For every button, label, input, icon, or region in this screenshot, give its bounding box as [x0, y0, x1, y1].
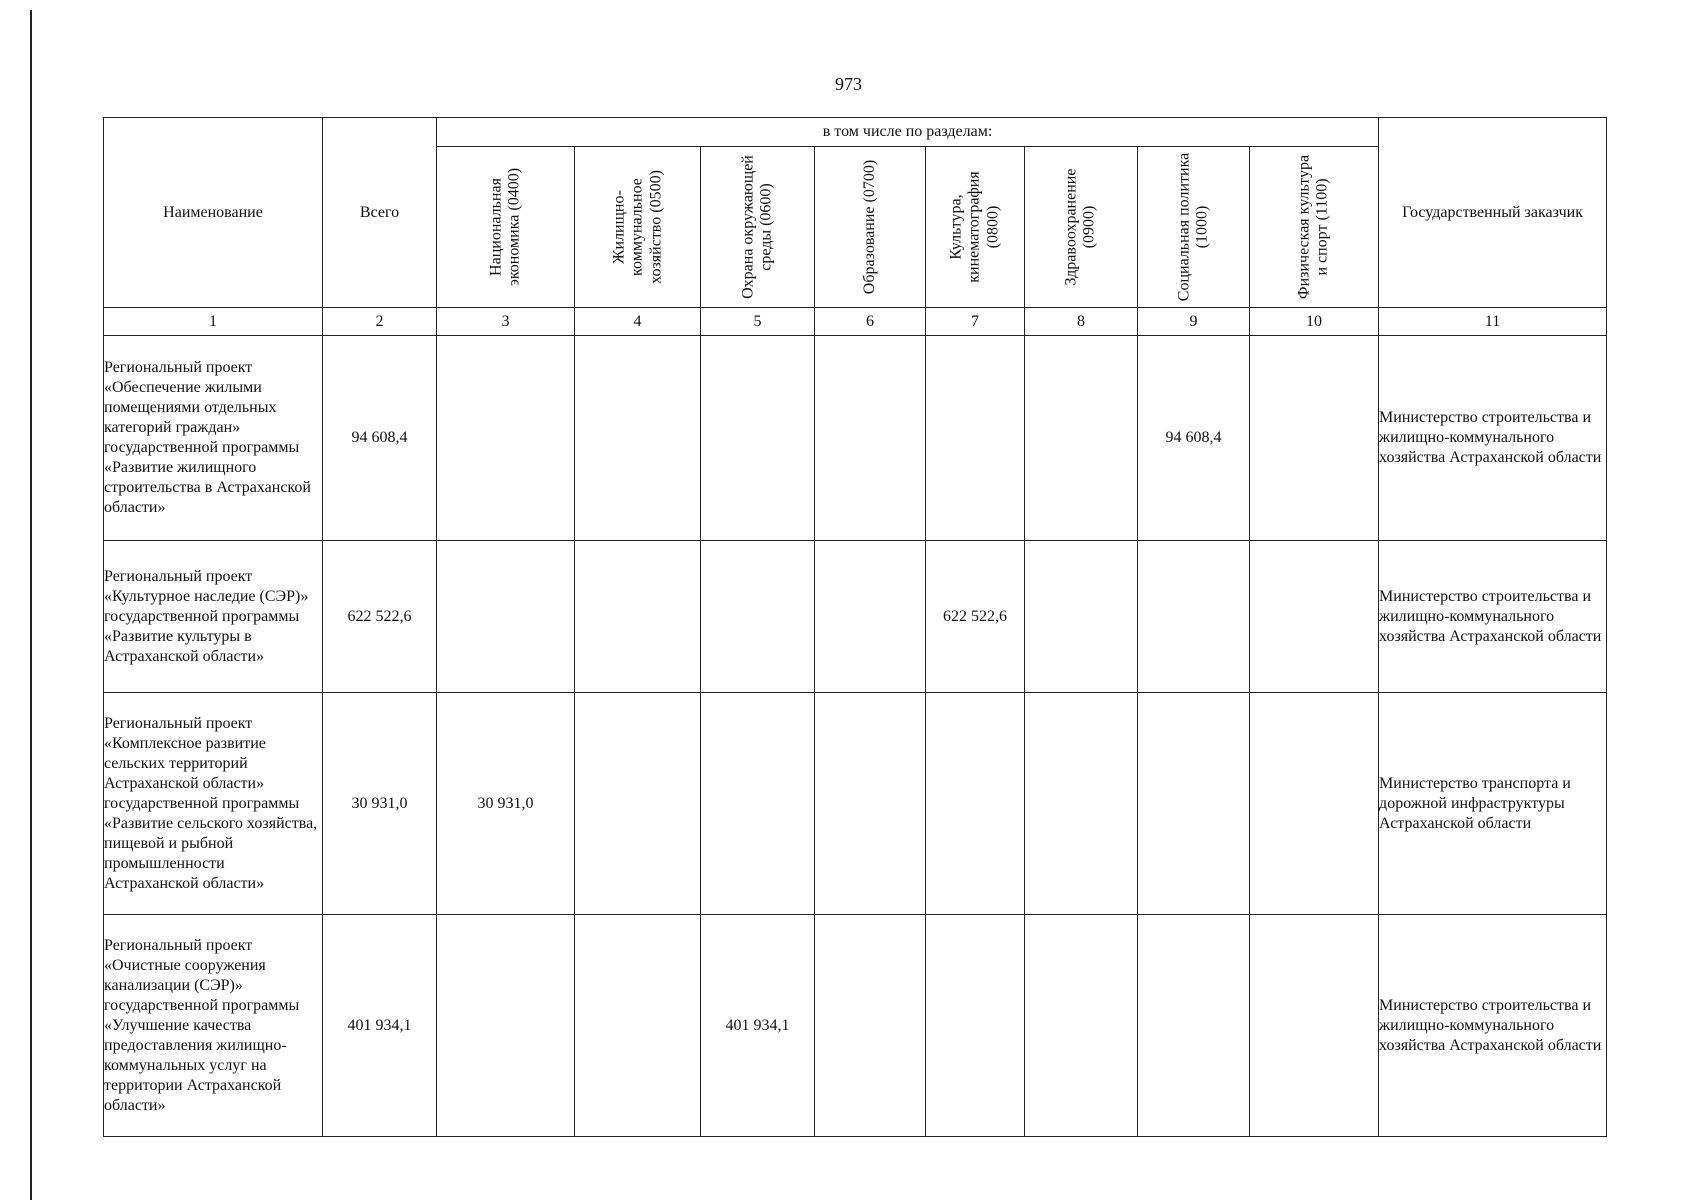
margin-line [30, 10, 32, 1200]
row-section-0600 [701, 541, 815, 693]
header-section-label: Культура, кинематография (0800) [947, 171, 1002, 283]
row-section-0600 [701, 693, 815, 915]
row-section-0400 [437, 541, 575, 693]
header-section-label: Образование (0700) [860, 159, 878, 295]
row-section-0900 [1025, 693, 1138, 915]
column-number-row [104, 308, 1607, 336]
row-customer: Министерство строительства и жилищно-коммунального хозяйства Астраханской области [1379, 336, 1607, 541]
row-total: 401 934,1 [323, 915, 437, 1137]
row-section-0600 [701, 336, 815, 541]
row-section-0600: 401 934,1 [701, 915, 815, 1137]
header-section-label: Социальная политика (1000) [1175, 152, 1211, 302]
row-total: 94 608,4 [323, 336, 437, 541]
row-total: 622 522,6 [323, 541, 437, 693]
header-section-label: Жилищно-коммунальное хозяйство (0500) [609, 170, 664, 284]
row-section-0700 [815, 693, 926, 915]
column-number: 8 [1025, 308, 1138, 336]
row-section-1000: 94 608,4 [1138, 336, 1250, 541]
row-section-1000 [1138, 541, 1250, 693]
column-number: 4 [575, 308, 701, 336]
page-number: 973 [835, 74, 862, 94]
header-section-0600 [701, 147, 815, 308]
row-customer: Министерство транспорта и дорожной инфраструктуры Астраханской области [1379, 693, 1607, 915]
header-section-0800 [926, 147, 1025, 308]
row-section-1100 [1250, 915, 1379, 1137]
row-section-0800 [926, 693, 1025, 915]
header-section-0700 [815, 147, 926, 308]
header-section-label: Здравоохранение (0900) [1062, 168, 1098, 286]
header-total: Всего [323, 118, 437, 308]
row-section-1100 [1250, 541, 1379, 693]
row-section-0900 [1025, 336, 1138, 541]
row-name: Региональный проект «Очистные сооружения канализации (СЭР)» государственной программы «Улучшение качества предоставления жилищно-коммунальных услуг на территории Астраханской области» [104, 915, 323, 1137]
table-row [104, 693, 1607, 915]
header-group: в том числе по разделам: [437, 118, 1379, 147]
row-section-0500 [575, 915, 701, 1137]
row-section-0500 [575, 336, 701, 541]
row-section-0900 [1025, 915, 1138, 1137]
row-section-0800: 622 522,6 [926, 541, 1025, 693]
row-section-0700 [815, 336, 926, 541]
column-number: 1 [104, 308, 323, 336]
row-section-0500 [575, 541, 701, 693]
row-section-0700 [815, 541, 926, 693]
column-number: 3 [437, 308, 575, 336]
row-name: Региональный проект «Культурное наследие (СЭР)» государственной программы «Развитие культуры в Астраханской области» [104, 541, 323, 693]
row-section-0400 [437, 336, 575, 541]
row-customer: Министерство строительства и жилищно-коммунального хозяйства Астраханской области [1379, 541, 1607, 693]
row-section-0700 [815, 915, 926, 1137]
header-customer: Государственный заказчик [1379, 118, 1607, 308]
column-number: 10 [1250, 308, 1379, 336]
row-section-0400: 30 931,0 [437, 693, 575, 915]
column-number: 2 [323, 308, 437, 336]
header-section-1100 [1250, 147, 1379, 308]
row-section-1100 [1250, 336, 1379, 541]
header-section-0500 [575, 147, 701, 308]
row-total: 30 931,0 [323, 693, 437, 915]
header-section-label: Охрана окружающей среды (0600) [739, 155, 775, 299]
column-number: 9 [1138, 308, 1250, 336]
column-number: 7 [926, 308, 1025, 336]
header-section-label: Национальная экономика (0400) [487, 167, 523, 287]
header-name: Наименование [104, 118, 323, 308]
row-section-1000 [1138, 915, 1250, 1137]
column-number: 6 [815, 308, 926, 336]
header-section-1000 [1138, 147, 1250, 308]
table-row [104, 915, 1607, 1137]
row-section-1000 [1138, 693, 1250, 915]
row-section-0800 [926, 336, 1025, 541]
row-name: Региональный проект «Обеспечение жилыми помещениями отдельных категорий граждан» государственной программы «Развитие жилищного строительства в Астраханской области» [104, 336, 323, 541]
header-section-0400 [437, 147, 575, 308]
row-section-0800 [926, 915, 1025, 1137]
row-customer: Министерство строительства и жилищно-коммунального хозяйства Астраханской области [1379, 915, 1607, 1137]
table-row [104, 336, 1607, 541]
row-section-0400 [437, 915, 575, 1137]
header-section-label: Физическая культура и спорт (1100) [1295, 154, 1332, 300]
table-row [104, 541, 1607, 693]
column-number: 5 [701, 308, 815, 336]
column-number: 11 [1379, 308, 1607, 336]
header-section-0900 [1025, 147, 1138, 308]
budget-table [103, 117, 1607, 1137]
row-name: Региональный проект «Комплексное развитие сельских территорий Астраханской области» государственной программы «Развитие сельского хозяйства, пищевой и рыбной промышленности Астраханской области» [104, 693, 323, 915]
row-section-1100 [1250, 693, 1379, 915]
row-section-0500 [575, 693, 701, 915]
row-section-0900 [1025, 541, 1138, 693]
